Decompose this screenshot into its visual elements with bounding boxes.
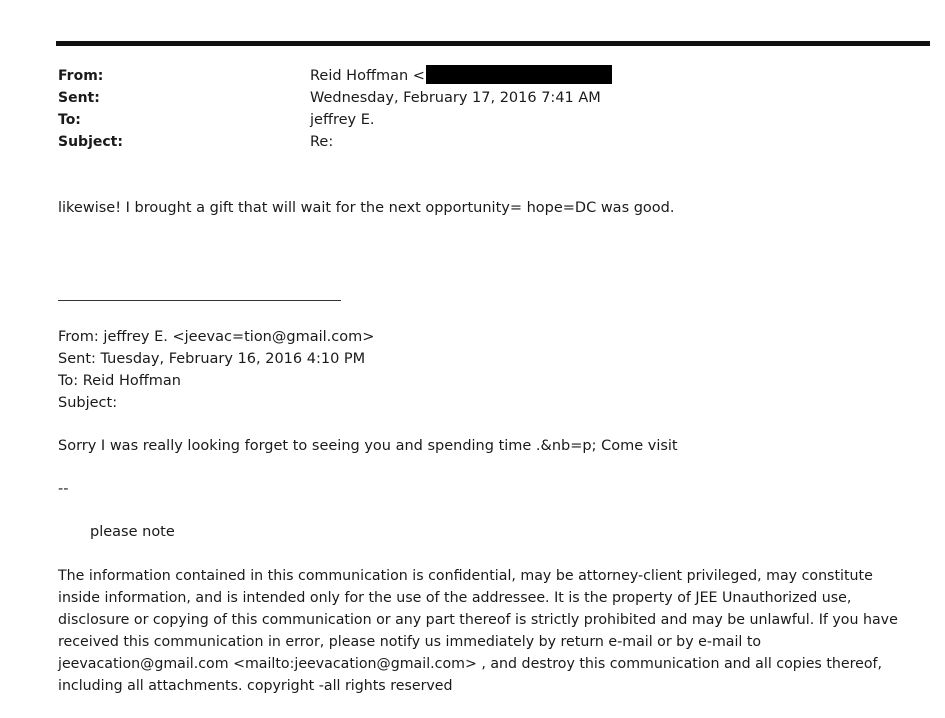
disclaimer-line: received this communication in error, please notify us immediately by return e-mail or by e-mail to <box>58 634 762 650</box>
please-note: please note <box>90 524 175 540</box>
forwarded-body: Sorry I was really looking forget to seeing you and spending time .&nb=p; Come visit <box>58 438 678 454</box>
subject-label: Subject: <box>58 134 123 150</box>
sent-value: Wednesday, February 17, 2016 7:41 AM <box>310 90 601 106</box>
sent-label: Sent: <box>58 90 100 106</box>
forwarded-sent: Sent: Tuesday, February 16, 2016 4:10 PM <box>58 351 366 367</box>
disclaimer-line: The information contained in this communication is confidential, may be attorney-client privileged, may constitute <box>58 568 873 584</box>
disclaimer-line: jeevacation@gmail.com <mailto:jeevacation@gmail.com> , and destroy this communication and all copies thereof, <box>58 656 883 672</box>
disclaimer-line: inside information, and is intended only for the use of the addressee. It is the property of JEE Unauthorized use, <box>58 590 852 606</box>
from-value <box>310 65 612 87</box>
to-label: To: <box>58 112 81 128</box>
subject-value: Re: <box>310 134 334 150</box>
from-label: From: <box>58 68 104 84</box>
redaction-box <box>426 65 612 84</box>
disclaimer-line: disclosure or copying of this communication or any part thereof is strictly prohibited and may be unlawful. If you have <box>58 612 898 628</box>
signature-separator: -- <box>58 481 69 497</box>
forwarded-from: From: jeffrey E. <jeevac=tion@gmail.com> <box>58 329 375 345</box>
reply-body: likewise! I brought a gift that will wait for the next opportunity= hope=DC was good. <box>58 200 675 216</box>
confidentiality-disclaimer <box>58 565 918 697</box>
forward-separator-rule <box>58 300 341 301</box>
to-value: jeffrey E. <box>310 112 375 128</box>
forwarded-subject: Subject: <box>58 395 118 411</box>
header-top-rule <box>56 41 930 46</box>
disclaimer-line: including all attachments. copyright -all rights reserved <box>58 678 453 694</box>
from-name: Reid Hoffman < <box>310 68 425 84</box>
forwarded-to: To: Reid Hoffman <box>58 373 181 389</box>
